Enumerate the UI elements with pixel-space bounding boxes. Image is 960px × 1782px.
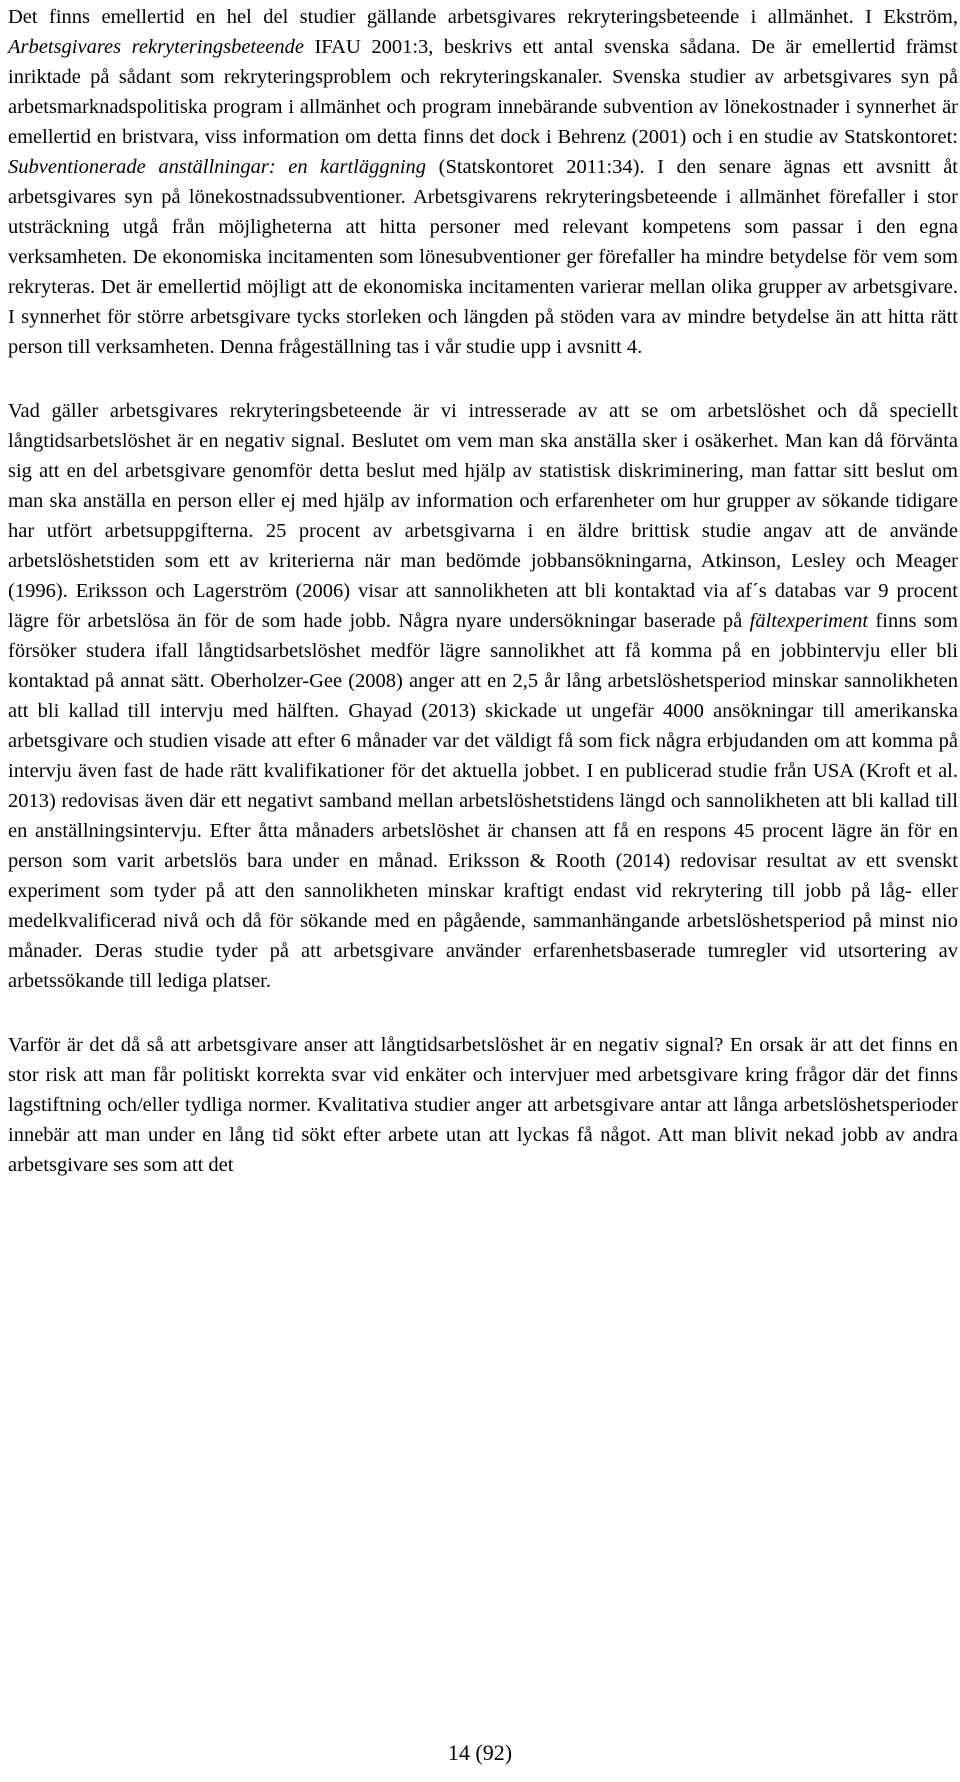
document-page — [8, 2, 958, 1180]
text-run: Det finns emellertid en hel del studier gällande arbetsgivares rekryteringsbeteende i allmänhet. I Ekström, — [8, 6, 958, 28]
text-run: Varför är det då så att arbetsgivare anser att långtidsarbetslöshet är en negativ signal? En orsak är att det finns en stor risk att man får politiskt korrekta svar vid enkäter och intervjuer med arbetsgivare kring frågor där det finns lagstiftning och/eller tydliga normer. Kvalitativa studier anger att arbetsgivare antar att långa arbetslöshetsperioder innebär att man under en lång tid sökt efter arbete utan att lyckas få något. Att man blivit nekad jobb av andra arbetsgivare ses som att det — [8, 1034, 958, 1176]
text-run: finns som försöker studera ifall långtidsarbetslöshet medför lägre sannolikhet att få komma på en jobbintervju eller bli kontaktad på annat sätt. Oberholzer-Gee (2008) anger att en 2,5 år lång arbetslöshetsperiod minskar sannolikheten att bli kallad till intervju med hälften. Ghayad (2013) skickade ut ungefär 4000 ansökningar till amerikanska arbetsgivare och studien visade att efter 6 månader var det väldigt få som fick några erbjudanden om att komma på intervju även fast de hade rätt kvalifikationer för det aktuella jobbet. I en publicerad studie från USA (Kroft et al. 2013) redovisas även där ett negativt samband mellan arbetslöshetstidens längd och sannolikheten att bli kallad till en anställningsintervju. Efter åtta månaders arbetslöshet är chansen att få en respons 45 procent lägre än för en person som varit arbetslös bara under en månad. Eriksson & Rooth (2014) redovisar resultat av ett svenskt experiment som tyder på att den sannolikheten minskar kraftigt endast vid rekrytering till jobb på låg- eller medelkvalificerad nivå och då för sökande med en pågående, sammanhängande arbetslöshetsperiod på minst nio månader. Deras studie tyder på att arbetsgivare använder erfarenhetsbaserade tumregler vid utsortering av arbetssökande till lediga platser. — [8, 610, 958, 992]
body-text — [8, 2, 958, 1180]
text-run: IFAU 2001:3, beskrivs ett antal svenska sådana. De är emellertid främst inriktade på sådant som rekryteringsproblem och rekryteringskanaler. Svenska studier av arbetsgivares syn på arbetsmarknadspolitiska program i allmänhet och program innebärande subvention av lönekostnader i synnerhet är emellertid en bristvara, viss information om detta finns det dock i Behrenz (2001) och i en studie av Statskontoret: — [8, 36, 958, 148]
italic-text: Arbetsgivares rekryteringsbeteende — [8, 36, 304, 58]
text-run: (Statskontoret 2011:34). I den senare ägnas ett avsnitt åt arbetsgivares syn på lönekostnadssubventioner. Arbetsgivarens rekryteringsbeteende i allmänhet förefaller i stor utsträckning utgå från möjligheterna att hitta personer med relevant kompetens som passar i den egna verksamheten. De ekonomiska incitamenten som lönesubventioner ger förefaller ha mindre betydelse för vem som rekryteras. Det är emellertid möjligt att de ekonomiska incitamenten varierar mellan olika grupper av arbetsgivare. I synnerhet för större arbetsgivare tycks storleken och längden på stöden vara av mindre betydelse än att hitta rätt person till verksamheten. Denna frågeställning tas i vår studie upp i avsnitt 4. — [8, 156, 958, 358]
italic-text: Subventionerade anställningar: en kartläggning — [8, 156, 427, 178]
paragraph-1 — [8, 2, 958, 362]
text-run: Vad gäller arbetsgivares rekryteringsbeteende är vi intresserade av att se om arbetslöshet och då speciellt långtidsarbetslöshet är en negativ signal. Beslutet om vem man ska anställa sker i osäkerhet. Man kan då förvänta sig att en del arbetsgivare genomför detta beslut med hjälp av statistisk diskriminering, man fattar sitt beslut om man ska anställa en person eller ej med hjälp av information och erfarenheter om hur grupper av sökande tidigare har utfört arbetsuppgifterna. 25 procent av arbetsgivarna i en äldre brittisk studie angav att de använde arbetslöshetstiden som ett av kriterierna när man bedömde jobbansökningarna, Atkinson, Lesley och Meager (1996). Eriksson och Lagerström (2006) visar att sannolikheten att bli kontaktad via af´s databas var 9 procent lägre för arbetslösa än för de som hade jobb. Några nyare undersökningar baserade på — [8, 400, 958, 632]
paragraph-3 — [8, 1030, 958, 1180]
paragraph-2 — [8, 396, 958, 996]
italic-text: fältexperiment — [749, 610, 869, 632]
page-number: 14 (92) — [447, 1740, 513, 1765]
